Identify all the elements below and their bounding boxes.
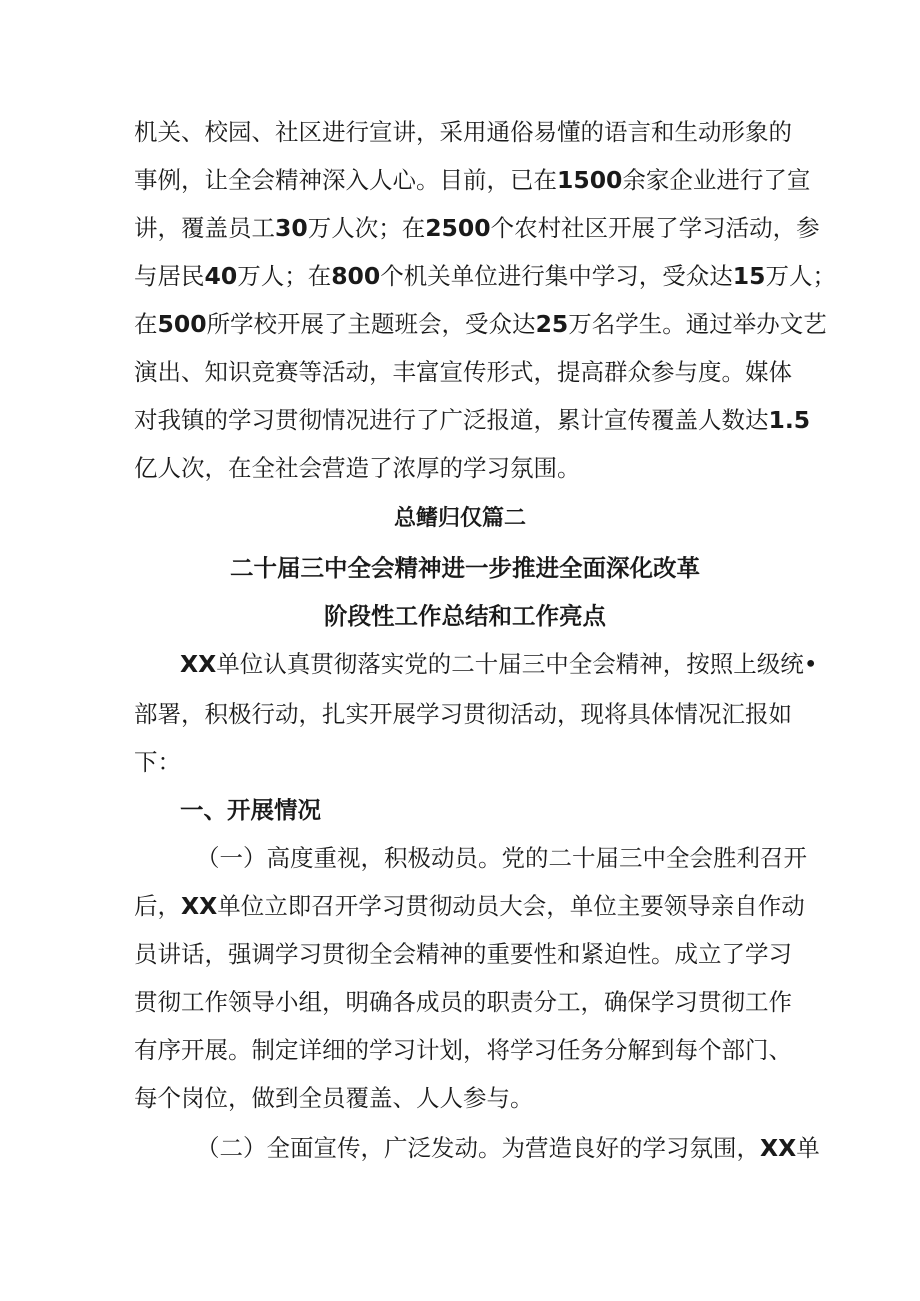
text-run: 单位认真贯彻落实党的二十届三中全会精神，按照上级统•	[216, 650, 818, 678]
text-run: 一、开展情况	[180, 796, 321, 824]
bold-number: XX	[180, 650, 217, 678]
text-run: 万人；	[765, 262, 836, 290]
text-run: 阶段性工作总结和工作亮点	[324, 602, 606, 630]
text-run: 讲，覆盖员工	[134, 214, 275, 242]
text-run: 万名学生。通过举办文艺	[568, 310, 827, 338]
text-run: 单位立即召开学习贯彻动员大会，单位主要领导亲自作动	[217, 892, 805, 920]
text-run: 单	[796, 1134, 820, 1162]
bold-number: 1500	[557, 166, 623, 194]
text-run: 个农村社区开展了学习活动，参	[490, 214, 820, 242]
body-line	[134, 986, 792, 1018]
body-line	[134, 212, 820, 244]
bold-number: 500	[157, 310, 207, 338]
article-title-line-2	[324, 600, 606, 632]
bold-number: XX	[181, 892, 218, 920]
text-run: 总鳍归仅篇二	[394, 505, 527, 531]
text-run: 每个岗位，做到全员覆盖、人人参与。	[134, 1084, 534, 1112]
text-run: 部署，积极行动，扎实开展学习贯彻活动，现将具体情况汇报如	[134, 700, 792, 728]
body-line	[134, 308, 827, 340]
body-line	[134, 698, 792, 730]
text-run: 员讲话，强调学习贯彻全会精神的重要性和紧迫性。成立了学习	[134, 940, 792, 968]
body-line	[134, 452, 581, 484]
body-line	[180, 648, 818, 680]
subheading	[180, 794, 321, 826]
text-run: 亿人次，在全社会营造了浓厚的学习氛围。	[134, 454, 581, 482]
bold-number: 800	[331, 262, 381, 290]
article-title-line-1	[230, 552, 700, 584]
text-run: 有序开展。制定详细的学习计划，将学习任务分解到每个部门、	[134, 1036, 792, 1064]
body-line	[134, 1082, 534, 1114]
body-line	[134, 938, 792, 970]
body-line	[134, 404, 810, 436]
text-run: 机关、校园、社区进行宣讲，采用通俗易懂的语言和生动形象的	[134, 118, 792, 146]
text-run: （二）全面宣传，广泛发动。为营造良好的学习氛围，	[196, 1134, 760, 1162]
bold-number: 15	[732, 262, 766, 290]
text-run: 二十届三中全会精神进一步推进全面深化改革	[230, 554, 700, 582]
body-line	[134, 164, 810, 196]
text-run: 演出、知识竞赛等活动，丰富宣传形式，提高群众参与度。媒体	[134, 358, 792, 386]
text-run: 余家企业进行了宣	[622, 166, 811, 194]
bold-number: 2500	[425, 214, 491, 242]
section-title	[394, 502, 526, 534]
text-run: 所学校开展了主题班会，受众达	[206, 310, 536, 338]
text-run: 万人；在	[237, 262, 332, 290]
text-run: （一）高度重视，积极动员。党的二十届三中全会胜利召开	[196, 844, 807, 872]
body-line	[134, 1034, 792, 1066]
bold-number: 25	[535, 310, 569, 338]
bold-number: 1.5	[768, 406, 811, 434]
body-line	[196, 1132, 820, 1164]
bold-number: 40	[204, 262, 238, 290]
text-run: 万人次；在	[307, 214, 426, 242]
body-line	[134, 746, 181, 778]
text-run: 贯彻工作领导小组，明确各成员的职责分工，确保学习贯彻工作	[134, 988, 792, 1016]
body-line	[134, 890, 805, 922]
text-run: 下：	[134, 748, 181, 776]
text-run: 与居民	[134, 262, 205, 290]
text-run: 后，	[134, 892, 181, 920]
text-run: 个机关单位进行集中学习，受众达	[380, 262, 733, 290]
bold-number: 30	[275, 214, 308, 242]
body-line	[134, 116, 792, 148]
body-line	[196, 842, 807, 874]
bold-number: XX	[760, 1134, 797, 1162]
text-run: 在	[134, 310, 158, 338]
text-run: 事例，让全会精神深入人心。目前，已在	[134, 166, 557, 194]
body-line	[134, 356, 792, 388]
text-run: 对我镇的学习贯彻情况进行了广泛报道，累计宣传覆盖人数达	[134, 406, 769, 434]
body-line	[134, 260, 836, 292]
